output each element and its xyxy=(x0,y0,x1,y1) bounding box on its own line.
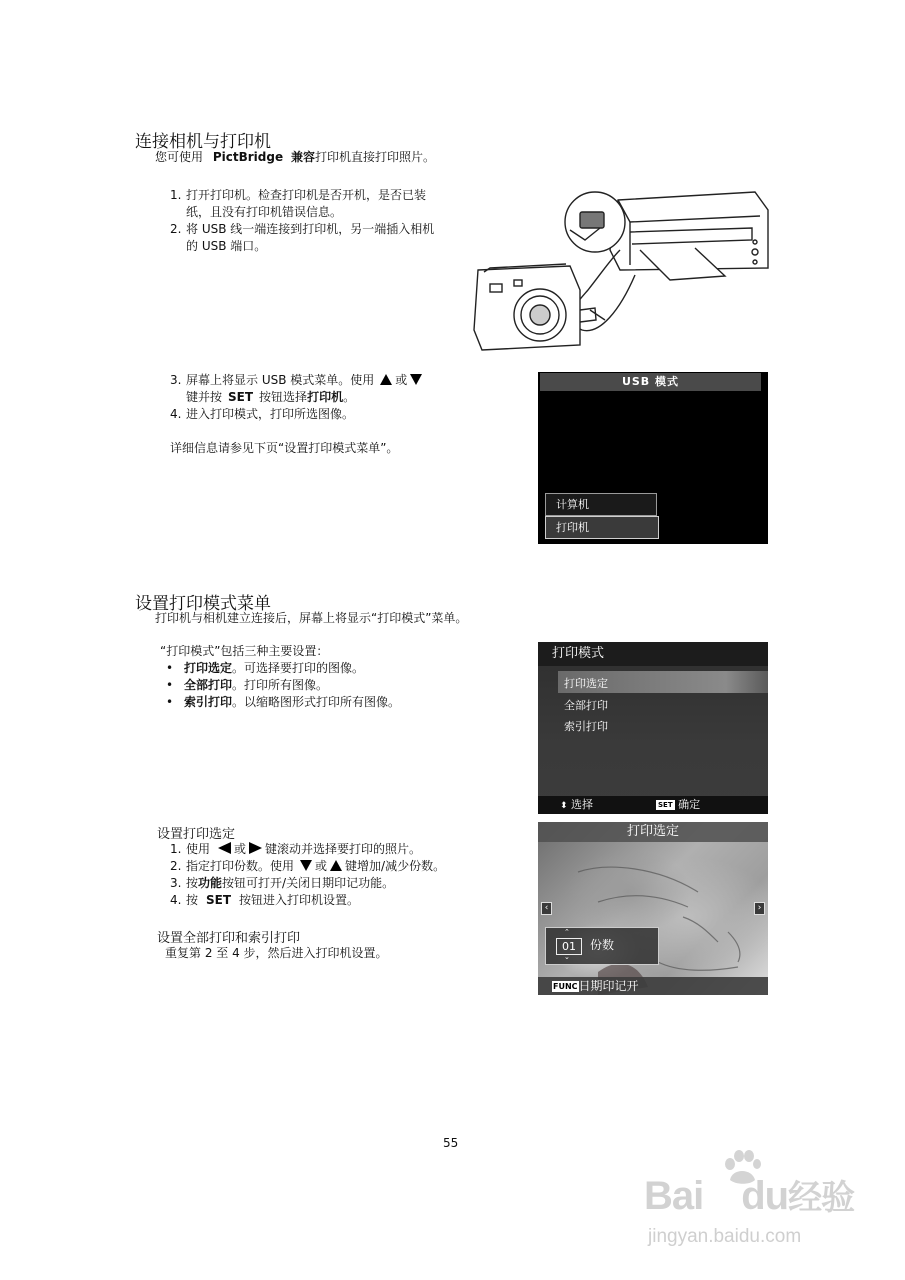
page-number: 55 xyxy=(443,1136,459,1150)
intro-compat: 兼容 xyxy=(290,150,315,164)
print-select-footer xyxy=(538,977,768,995)
section-title-print-mode: 设置打印模式菜单 xyxy=(135,594,271,614)
ps-step-3-pre: 按 xyxy=(186,876,199,890)
section-title-print-selected: 设置打印选定 xyxy=(157,827,236,842)
step-3-number: 3. xyxy=(170,373,182,387)
footer-select-label: 选择 xyxy=(571,798,594,811)
ps-step-2-pre: 指定打印份数。使用 xyxy=(186,859,295,873)
decrement-icon[interactable]: ⌄ xyxy=(564,953,570,961)
step-1-line-a: 打开打印机。检查打印机是否开机，是否已装 xyxy=(186,188,427,202)
step-4 xyxy=(170,406,510,423)
step-2-line-b: 的 USB 端口。 xyxy=(186,239,267,253)
step-4-text: 进入打印模式，打印所选图像。 xyxy=(186,407,355,421)
footer-confirm-label: 确定 xyxy=(678,798,701,811)
prev-photo-icon[interactable]: ‹ xyxy=(541,902,552,915)
bullet-desc: 。可选择要打印的图像。 xyxy=(232,661,365,675)
ps-step-2-post: 键增加/减少份数。 xyxy=(345,859,446,873)
down-arrow-icon xyxy=(410,374,422,385)
step-1-number: 1. xyxy=(170,188,182,202)
connect-steps-3-4 xyxy=(170,372,510,457)
menu-item-print-selected[interactable]: 打印选定 xyxy=(564,677,608,690)
bullet-mark: • xyxy=(166,661,174,675)
ps-step-4-set: SET xyxy=(206,893,232,907)
menu-item-printer[interactable]: 打印机 xyxy=(545,516,659,539)
watermark-du: du xyxy=(741,1174,789,1218)
ps-step-4-number: 4. xyxy=(170,893,182,907)
menu-item-computer[interactable]: 计算机 xyxy=(545,493,657,516)
down-arrow-icon xyxy=(300,860,312,871)
ps-step-3-post: 按钮可打开/关闭日期印记功能。 xyxy=(222,876,395,890)
ps-step-3 xyxy=(170,875,530,892)
watermark-jingyan: 经验 xyxy=(788,1179,855,1217)
section-title-connect: 连接相机与打印机 xyxy=(135,132,271,152)
func-badge-icon: FUNC xyxy=(553,982,578,991)
ps-step-1-pre: 使用 xyxy=(186,842,211,856)
bullet-mark: • xyxy=(166,678,174,692)
ps-step-4-pre: 按 xyxy=(186,893,199,907)
print-mode-title: 打印模式 xyxy=(538,642,768,666)
step-1 xyxy=(170,187,470,204)
step-3-b-pre: 键并按 xyxy=(186,390,223,404)
step-3-or: 或 xyxy=(395,373,408,387)
step-3-printer: 打印机 xyxy=(307,390,344,404)
copies-label: 份数 xyxy=(590,938,615,952)
ps-step-4 xyxy=(170,892,530,909)
ps-step-1-number: 1. xyxy=(170,842,182,856)
bullet-term: 打印选定 xyxy=(184,661,233,675)
menu-item-print-all[interactable]: 全部打印 xyxy=(564,699,608,712)
print-selected-steps xyxy=(170,841,530,909)
connect-note: 详细信息请参见下页“设置打印模式菜单”。 xyxy=(170,441,399,455)
step-3-b-end: 。 xyxy=(343,390,356,404)
ps-step-1-or: 或 xyxy=(234,842,247,856)
connect-intro xyxy=(155,149,435,166)
bullet-term: 索引打印 xyxy=(184,695,233,709)
step-2-line-a: 将 USB 线一端连接到打印机，另一端插入相机 xyxy=(186,222,435,236)
print-mode-intro: 打印机与相机建立连接后，屏幕上将显示“打印模式”菜单。 xyxy=(155,611,468,625)
step-1-line-b: 纸，且没有打印机错误信息。 xyxy=(186,205,343,219)
step-2 xyxy=(170,221,470,238)
right-arrow-icon xyxy=(249,842,262,854)
watermark-logo-text xyxy=(644,1170,854,1219)
step-2-number: 2. xyxy=(170,222,182,236)
menu-item-print-index[interactable]: 索引打印 xyxy=(564,720,608,733)
connect-steps-1-2 xyxy=(170,187,470,255)
bullet-desc: 。以缩略图形式打印所有图像。 xyxy=(232,695,401,709)
intro-brand: PictBridge xyxy=(212,150,284,164)
section-title-print-all-index: 设置全部打印和索引打印 xyxy=(157,931,301,946)
ps-step-2-number: 2. xyxy=(170,859,182,873)
ps-step-3-number: 3. xyxy=(170,876,182,890)
intro-pre: 您可使用 xyxy=(155,150,204,164)
date-stamp-status: 日期印记开 xyxy=(578,979,639,993)
ps-step-4-post: 按钮进入打印机设置。 xyxy=(239,893,360,907)
up-arrow-icon xyxy=(380,374,392,385)
cat-photo xyxy=(538,822,768,995)
camera-printer-illustration xyxy=(470,180,775,355)
step-3-b-mid: 按钮选择 xyxy=(259,390,308,404)
next-photo-icon[interactable]: › xyxy=(754,902,765,915)
left-arrow-icon xyxy=(218,842,231,854)
ps-step-1 xyxy=(170,841,530,858)
bullet-term: 全部打印 xyxy=(184,678,233,692)
print-mode-list xyxy=(160,643,500,711)
up-down-icon: ⬍ xyxy=(560,801,568,811)
intro-post: 打印机直接打印照片。 xyxy=(314,150,435,164)
print-mode-screen xyxy=(538,642,768,814)
ps-step-1-post: 键滚动并选择要打印的照片。 xyxy=(265,842,422,856)
bullet-print-index xyxy=(160,694,500,711)
watermark-url: jingyan.baidu.com xyxy=(648,1226,802,1247)
ps-step-2 xyxy=(170,858,530,875)
step-3 xyxy=(170,372,510,389)
copies-panel xyxy=(545,927,659,965)
bullet-mark: • xyxy=(166,695,174,709)
baidu-watermark xyxy=(640,1150,880,1270)
step-3-set: SET xyxy=(228,390,254,404)
ps-step-2-or: 或 xyxy=(315,859,328,873)
print-select-title: 打印选定 xyxy=(538,822,768,842)
step-3-pre: 屏幕上将显示 USB 模式菜单。使用 xyxy=(186,373,375,387)
step-3-line-b xyxy=(170,389,510,406)
copies-count[interactable]: 01 xyxy=(556,938,582,955)
bullet-print-all xyxy=(160,677,500,694)
watermark-bai: Bai xyxy=(644,1174,704,1218)
bullet-desc: 。打印所有图像。 xyxy=(232,678,329,692)
usb-mode-screen xyxy=(538,372,768,544)
footer-confirm xyxy=(656,796,700,814)
print-mode-footer xyxy=(538,796,768,814)
set-badge-icon: SET xyxy=(658,801,673,809)
usb-mode-title: USB 模式 xyxy=(540,373,761,391)
bullet-print-selected xyxy=(160,660,500,677)
step-4-number: 4. xyxy=(170,407,182,421)
up-arrow-icon xyxy=(330,860,342,871)
footer-select xyxy=(560,796,593,814)
print-mode-lead: “打印模式”包括三种主要设置： xyxy=(160,644,329,658)
increment-icon[interactable]: ⌃ xyxy=(564,928,570,936)
print-all-index-text: 重复第 2 至 4 步，然后进入打印机设置。 xyxy=(165,946,388,960)
ps-step-3-func: 功能 xyxy=(198,876,223,890)
print-select-screen xyxy=(538,822,768,995)
